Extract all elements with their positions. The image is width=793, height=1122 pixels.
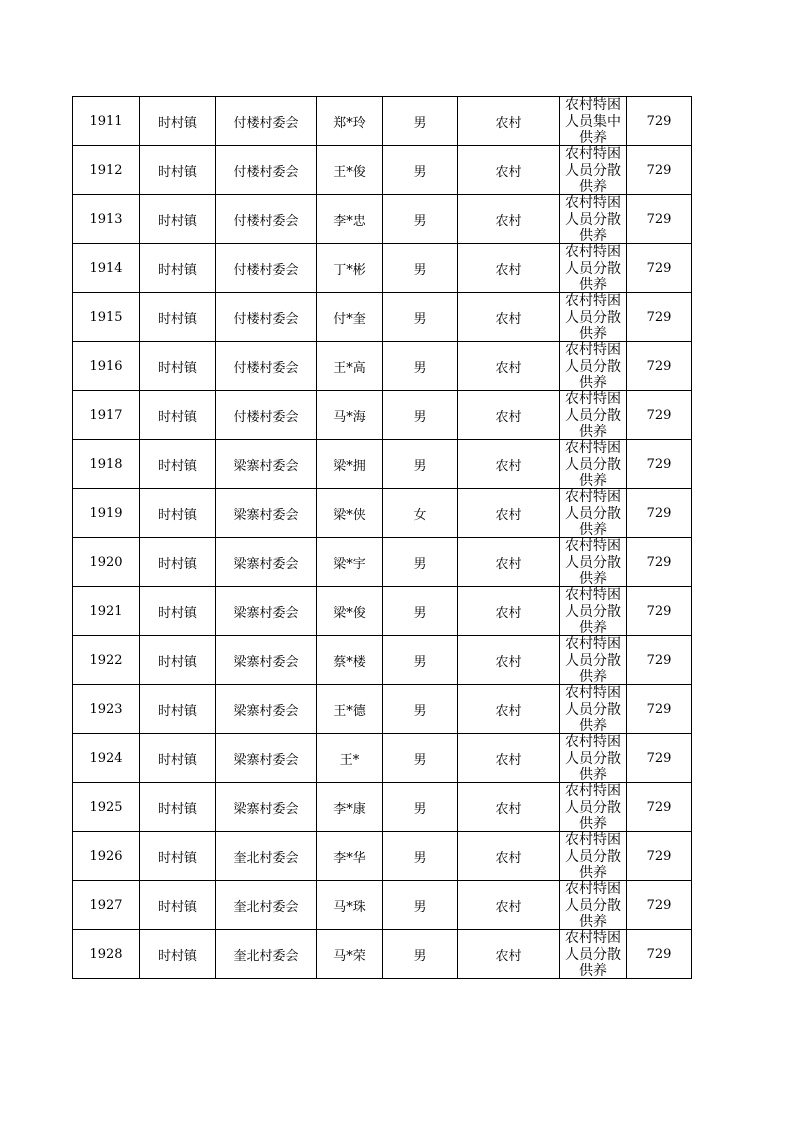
support-category-cell bbox=[560, 685, 627, 734]
record-number: 1920 bbox=[73, 538, 140, 587]
gender-cell: 男 bbox=[383, 881, 458, 930]
person-name-cell: 梁*宇 bbox=[317, 538, 383, 587]
town-cell: 时村镇 bbox=[140, 97, 216, 146]
table-row bbox=[73, 881, 692, 930]
amount-cell: 729 bbox=[627, 734, 692, 783]
table-row bbox=[73, 244, 692, 293]
gender-cell: 男 bbox=[383, 440, 458, 489]
area-type-cell: 农村 bbox=[458, 97, 560, 146]
town-cell: 时村镇 bbox=[140, 587, 216, 636]
gender-cell: 男 bbox=[383, 146, 458, 195]
person-name-cell: 梁*俊 bbox=[317, 587, 383, 636]
person-name-cell: 郑*玲 bbox=[317, 97, 383, 146]
town-cell: 时村镇 bbox=[140, 342, 216, 391]
person-name-cell: 李*华 bbox=[317, 832, 383, 881]
area-type-cell: 农村 bbox=[458, 489, 560, 538]
amount-cell: 729 bbox=[627, 342, 692, 391]
village-cell: 付楼村委会 bbox=[216, 293, 317, 342]
support-category-cell bbox=[560, 636, 627, 685]
amount-cell: 729 bbox=[627, 440, 692, 489]
support-category-cell bbox=[560, 538, 627, 587]
amount-cell: 729 bbox=[627, 881, 692, 930]
person-name-cell: 王*德 bbox=[317, 685, 383, 734]
area-type-cell: 农村 bbox=[458, 832, 560, 881]
table-row bbox=[73, 391, 692, 440]
village-cell: 梁寨村委会 bbox=[216, 587, 317, 636]
support-category-cell bbox=[560, 783, 627, 832]
village-cell: 付楼村委会 bbox=[216, 195, 317, 244]
town-cell: 时村镇 bbox=[140, 440, 216, 489]
amount-cell: 729 bbox=[627, 293, 692, 342]
support-category-text: 农村特困人员分散供养 bbox=[565, 440, 621, 488]
gender-cell: 男 bbox=[383, 342, 458, 391]
support-category-text: 农村特困人员集中供养 bbox=[565, 97, 621, 145]
support-category-text: 农村特困人员分散供养 bbox=[565, 734, 621, 782]
amount-cell: 729 bbox=[627, 146, 692, 195]
person-name-cell: 王*俊 bbox=[317, 146, 383, 195]
gender-cell: 男 bbox=[383, 391, 458, 440]
area-type-cell: 农村 bbox=[458, 342, 560, 391]
town-cell: 时村镇 bbox=[140, 881, 216, 930]
gender-cell: 男 bbox=[383, 195, 458, 244]
support-category-cell bbox=[560, 391, 627, 440]
town-cell: 时村镇 bbox=[140, 195, 216, 244]
record-number: 1916 bbox=[73, 342, 140, 391]
town-cell: 时村镇 bbox=[140, 734, 216, 783]
support-category-cell bbox=[560, 734, 627, 783]
town-cell: 时村镇 bbox=[140, 538, 216, 587]
village-cell: 付楼村委会 bbox=[216, 244, 317, 293]
gender-cell: 男 bbox=[383, 636, 458, 685]
village-cell: 梁寨村委会 bbox=[216, 636, 317, 685]
person-name-cell: 王* bbox=[317, 734, 383, 783]
amount-cell: 729 bbox=[627, 195, 692, 244]
support-category-cell bbox=[560, 146, 627, 195]
record-number: 1928 bbox=[73, 930, 140, 979]
record-number: 1927 bbox=[73, 881, 140, 930]
area-type-cell: 农村 bbox=[458, 293, 560, 342]
village-cell: 奎北村委会 bbox=[216, 930, 317, 979]
area-type-cell: 农村 bbox=[458, 391, 560, 440]
person-name-cell: 蔡*楼 bbox=[317, 636, 383, 685]
village-cell: 梁寨村委会 bbox=[216, 489, 317, 538]
gender-cell: 男 bbox=[383, 783, 458, 832]
table-row bbox=[73, 685, 692, 734]
table-row bbox=[73, 342, 692, 391]
person-name-cell: 马*珠 bbox=[317, 881, 383, 930]
gender-cell: 男 bbox=[383, 734, 458, 783]
town-cell: 时村镇 bbox=[140, 930, 216, 979]
record-number: 1924 bbox=[73, 734, 140, 783]
village-cell: 付楼村委会 bbox=[216, 146, 317, 195]
support-category-cell bbox=[560, 244, 627, 293]
support-category-cell bbox=[560, 930, 627, 979]
support-category-text: 农村特困人员分散供养 bbox=[565, 881, 621, 929]
record-number: 1921 bbox=[73, 587, 140, 636]
support-category-text: 农村特困人员分散供养 bbox=[565, 587, 621, 635]
area-type-cell: 农村 bbox=[458, 685, 560, 734]
area-type-cell: 农村 bbox=[458, 440, 560, 489]
area-type-cell: 农村 bbox=[458, 783, 560, 832]
table-row bbox=[73, 195, 692, 244]
town-cell: 时村镇 bbox=[140, 146, 216, 195]
town-cell: 时村镇 bbox=[140, 244, 216, 293]
village-cell: 梁寨村委会 bbox=[216, 538, 317, 587]
table-row bbox=[73, 930, 692, 979]
amount-cell: 729 bbox=[627, 244, 692, 293]
support-category-text: 农村特困人员分散供养 bbox=[565, 244, 621, 292]
table-row bbox=[73, 440, 692, 489]
table-row bbox=[73, 538, 692, 587]
support-category-text: 农村特困人员分散供养 bbox=[565, 391, 621, 439]
amount-cell: 729 bbox=[627, 391, 692, 440]
support-category-cell bbox=[560, 195, 627, 244]
support-category-text: 农村特困人员分散供养 bbox=[565, 538, 621, 586]
amount-cell: 729 bbox=[627, 489, 692, 538]
gender-cell: 男 bbox=[383, 587, 458, 636]
record-number: 1915 bbox=[73, 293, 140, 342]
table-row bbox=[73, 636, 692, 685]
person-name-cell: 付*奎 bbox=[317, 293, 383, 342]
support-category-text: 农村特困人员分散供养 bbox=[565, 146, 621, 194]
gender-cell: 男 bbox=[383, 293, 458, 342]
area-type-cell: 农村 bbox=[458, 881, 560, 930]
support-category-cell bbox=[560, 832, 627, 881]
support-category-cell bbox=[560, 881, 627, 930]
table-row bbox=[73, 587, 692, 636]
town-cell: 时村镇 bbox=[140, 489, 216, 538]
town-cell: 时村镇 bbox=[140, 293, 216, 342]
area-type-cell: 农村 bbox=[458, 587, 560, 636]
record-number: 1918 bbox=[73, 440, 140, 489]
area-type-cell: 农村 bbox=[458, 146, 560, 195]
town-cell: 时村镇 bbox=[140, 391, 216, 440]
support-category-cell bbox=[560, 489, 627, 538]
town-cell: 时村镇 bbox=[140, 783, 216, 832]
record-number: 1912 bbox=[73, 146, 140, 195]
gender-cell: 男 bbox=[383, 538, 458, 587]
gender-cell: 女 bbox=[383, 489, 458, 538]
support-category-cell bbox=[560, 293, 627, 342]
table-row bbox=[73, 489, 692, 538]
table-row bbox=[73, 734, 692, 783]
record-number: 1913 bbox=[73, 195, 140, 244]
area-type-cell: 农村 bbox=[458, 636, 560, 685]
person-name-cell: 马*荣 bbox=[317, 930, 383, 979]
support-category-text: 农村特困人员分散供养 bbox=[565, 636, 621, 684]
record-number: 1911 bbox=[73, 97, 140, 146]
person-name-cell: 马*海 bbox=[317, 391, 383, 440]
amount-cell: 729 bbox=[627, 636, 692, 685]
record-number: 1923 bbox=[73, 685, 140, 734]
record-number: 1926 bbox=[73, 832, 140, 881]
table-row bbox=[73, 832, 692, 881]
gender-cell: 男 bbox=[383, 97, 458, 146]
person-name-cell: 王*高 bbox=[317, 342, 383, 391]
person-name-cell: 梁*侠 bbox=[317, 489, 383, 538]
amount-cell: 729 bbox=[627, 783, 692, 832]
support-category-cell bbox=[560, 97, 627, 146]
support-category-text: 农村特困人员分散供养 bbox=[565, 489, 621, 537]
record-number: 1925 bbox=[73, 783, 140, 832]
support-category-cell bbox=[560, 587, 627, 636]
area-type-cell: 农村 bbox=[458, 734, 560, 783]
village-cell: 梁寨村委会 bbox=[216, 685, 317, 734]
table-row bbox=[73, 146, 692, 195]
table-row bbox=[73, 783, 692, 832]
support-category-text: 农村特困人员分散供养 bbox=[565, 293, 621, 341]
amount-cell: 729 bbox=[627, 587, 692, 636]
roster-table bbox=[72, 96, 692, 979]
village-cell: 奎北村委会 bbox=[216, 832, 317, 881]
area-type-cell: 农村 bbox=[458, 195, 560, 244]
support-category-text: 农村特困人员分散供养 bbox=[565, 783, 621, 831]
table-row bbox=[73, 293, 692, 342]
village-cell: 付楼村委会 bbox=[216, 342, 317, 391]
person-name-cell: 李*忠 bbox=[317, 195, 383, 244]
amount-cell: 729 bbox=[627, 97, 692, 146]
roster-body bbox=[73, 97, 692, 979]
amount-cell: 729 bbox=[627, 538, 692, 587]
support-category-cell bbox=[560, 342, 627, 391]
person-name-cell: 梁*拥 bbox=[317, 440, 383, 489]
gender-cell: 男 bbox=[383, 244, 458, 293]
area-type-cell: 农村 bbox=[458, 930, 560, 979]
village-cell: 梁寨村委会 bbox=[216, 734, 317, 783]
support-category-text: 农村特困人员分散供养 bbox=[565, 832, 621, 880]
record-number: 1919 bbox=[73, 489, 140, 538]
amount-cell: 729 bbox=[627, 930, 692, 979]
gender-cell: 男 bbox=[383, 930, 458, 979]
village-cell: 付楼村委会 bbox=[216, 97, 317, 146]
table-row bbox=[73, 97, 692, 146]
area-type-cell: 农村 bbox=[458, 244, 560, 293]
record-number: 1917 bbox=[73, 391, 140, 440]
area-type-cell: 农村 bbox=[458, 538, 560, 587]
gender-cell: 男 bbox=[383, 685, 458, 734]
village-cell: 奎北村委会 bbox=[216, 881, 317, 930]
village-cell: 付楼村委会 bbox=[216, 391, 317, 440]
village-cell: 梁寨村委会 bbox=[216, 783, 317, 832]
person-name-cell: 丁*彬 bbox=[317, 244, 383, 293]
support-category-text: 农村特困人员分散供养 bbox=[565, 930, 621, 978]
record-number: 1914 bbox=[73, 244, 140, 293]
town-cell: 时村镇 bbox=[140, 832, 216, 881]
person-name-cell: 李*康 bbox=[317, 783, 383, 832]
amount-cell: 729 bbox=[627, 685, 692, 734]
amount-cell: 729 bbox=[627, 832, 692, 881]
town-cell: 时村镇 bbox=[140, 685, 216, 734]
village-cell: 梁寨村委会 bbox=[216, 440, 317, 489]
town-cell: 时村镇 bbox=[140, 636, 216, 685]
gender-cell: 男 bbox=[383, 832, 458, 881]
support-category-text: 农村特困人员分散供养 bbox=[565, 195, 621, 243]
record-number: 1922 bbox=[73, 636, 140, 685]
support-category-cell bbox=[560, 440, 627, 489]
support-category-text: 农村特困人员分散供养 bbox=[565, 342, 621, 390]
support-category-text: 农村特困人员分散供养 bbox=[565, 685, 621, 733]
